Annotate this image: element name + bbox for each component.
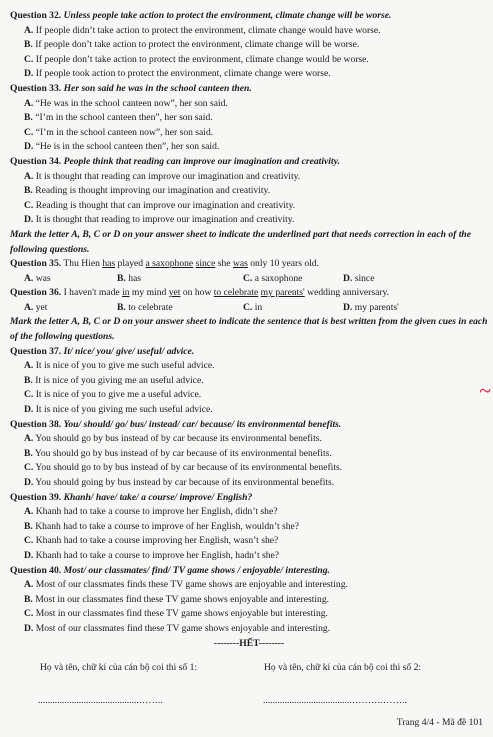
sentence-part: only 10 years old. [247,258,319,270]
question-34-header [10,155,488,170]
option-text: It is nice of you giving me an useful advice. [35,374,204,386]
option-letter: B. [24,374,33,386]
question-38-header [10,418,488,433]
underlined-part: yet [168,287,181,299]
option-c [24,53,488,68]
question-number: Question 40. [10,564,62,576]
option-text: You should go by bus instead of by car because its environmental benefits. [35,433,322,445]
question-number: Question 36. [10,287,62,299]
exam-page [10,9,488,708]
option-d [24,140,488,155]
question-number: Question 34. [10,155,62,167]
option-b [117,301,243,316]
option-letter: B. [24,520,33,532]
option-text: to celebrate [128,301,173,313]
sentence-part: she [215,258,233,270]
option-a [24,432,488,447]
question-number: Question 38. [10,418,62,430]
option-text: It is thought that reading to improve our imagination and creativity. [35,214,295,226]
option-text: If people took action to protect the environment, climate change were worse. [35,68,331,80]
sentence-part: wedding anniversary. [304,287,390,299]
option-a [24,359,488,374]
option-d [343,301,463,316]
option-letter: D. [24,68,34,80]
option-letter: A. [24,506,34,518]
option-c [24,461,488,476]
question-number: Question 35. [10,258,62,270]
proctor-2-label: Họ và tên, chữ kí của cán bộ coi thi số 2: [264,662,422,674]
option-text: It is thought that reading can improve our imagination and creativity. [35,170,301,182]
option-letter: B. [24,447,33,459]
option-letter: B. [117,301,126,313]
option-letter: C. [24,608,34,620]
option-text: If people didn’t take action to protect the environment, climate change would have worse. [35,24,381,36]
question-37-header [10,345,488,360]
option-text: my parents' [354,301,399,313]
option-d [24,549,488,564]
signature-lines [10,694,488,709]
question-number: Question 39. [10,491,62,503]
option-c [24,534,488,549]
option-b [24,111,488,126]
option-text: It is nice of you to give me such useful advice. [35,360,215,372]
option-text: Khanh had to take a course improving her English, wasn’t she? [35,535,279,547]
underlined-part: to celebrate [213,287,259,299]
option-letter: B. [117,272,126,284]
option-b [117,272,243,287]
question-stem: Khanh/ have/ take/ a course/ improve/ English? [63,491,253,503]
question-stem: People think that reading can improve our imagination and creativity. [63,155,340,167]
sentence-part: I haven't made [63,287,123,299]
option-c [243,301,343,316]
option-letter: A. [24,272,34,284]
question-40-header [10,564,488,579]
underlined-part: since [195,258,216,270]
option-text: has [128,272,142,284]
underlined-part: was [232,258,248,270]
option-letter: D. [24,141,34,153]
option-text: It is nice of you giving me such useful advice. [35,404,213,416]
option-letter: B. [24,593,33,605]
option-letter: C. [24,535,34,547]
question-33-header [10,82,488,97]
option-letter: D. [24,404,34,416]
question-39-header [10,491,488,506]
option-text: “He was in the school canteen now”, her son said. [35,97,228,109]
question-35-header [10,257,488,272]
proctor-1-label: Họ và tên, chữ kí của cán bộ coi thi số 1: [40,662,198,674]
option-d [343,272,463,287]
underlined-part: in [122,287,130,299]
question-stem: You/ should/ go/ bus/ instead/ car/ because/ its environmental benefits. [63,418,342,430]
sentence-part: on how [180,287,214,299]
option-text: “He is in the school canteen then”, her son said. [35,141,220,153]
option-letter: C. [24,389,34,401]
option-letter: D. [343,272,353,284]
option-text: “I’m in the school canteen then”, her son said. [35,112,213,124]
option-c [24,126,488,141]
option-text: It is nice of you to give me a useful advice. [35,389,202,401]
option-letter: C. [243,301,253,313]
option-d [24,476,488,491]
underlined-part: has [102,258,116,270]
option-text: Most in our classmates find these TV game shows enjoyable and interesting. [35,593,330,605]
option-text: Most of our classmates find these TV game shows enjoyable and interesting. [35,622,331,634]
option-b [24,374,488,389]
option-a [24,301,117,316]
option-letter: A. [24,433,34,445]
underlined-part: a saxophone [145,258,194,270]
option-letter: D. [24,549,34,561]
option-text: You should go by bus instead of by car because of its environmental benefits. [34,447,332,459]
option-letter: D. [343,301,353,313]
option-letter: C. [24,126,34,138]
question-stem: Unless people take action to protect the environment, climate change will be worse. [63,10,392,21]
option-b [24,184,488,199]
option-letter: A. [24,301,34,313]
question-stem: Most/ our classmates/ find/ TV game shows / enjoyable/ interesting. [63,564,330,576]
question-number: Question 33. [10,82,62,94]
option-text: yet [35,301,48,313]
option-c [24,199,488,214]
option-text: You should go to by bus instead of by car because of its environmental benefits. [35,462,343,474]
option-text: “I’m in the school canteen now”, her son said. [35,126,214,138]
option-text: in [254,301,263,313]
option-letter: A. [24,24,34,36]
answer-options-row [24,272,488,287]
proctor-2-signature-line: .....................................……….…….. [263,694,407,706]
option-text: If people don’t take action to protect the environment, climate change would be worse. [35,53,369,65]
option-letter: D. [24,214,34,226]
sentence-part: my mind [129,287,169,299]
option-text: If people don’t take action to protect the environment, climate change will be worse. [35,39,360,51]
sentence-part: Thu Hien [63,258,103,270]
question-number: Question 37. [10,345,62,357]
option-b [24,593,488,608]
option-text: since [354,272,375,284]
option-d [24,213,488,228]
question-number: Question 32. [10,10,62,21]
option-text: was [35,272,51,284]
option-text: Khanh had to take a course to improve of her English, wouldn’t she? [35,520,300,532]
option-letter: A. [24,97,34,109]
option-letter: B. [24,185,33,197]
question-stem: It/ nice/ you/ give/ useful/ advice. [63,345,195,357]
option-c [24,607,488,622]
option-c [243,272,343,287]
option-text: a saxophone [254,272,303,284]
option-letter: A. [24,360,34,372]
option-letter: C. [24,53,34,65]
option-letter: D. [24,477,34,488]
option-b [24,447,488,462]
proctor-1-signature-line: ..........................................…….. [38,694,163,706]
option-a [24,170,488,185]
option-a [24,578,488,593]
sentence-part: played [115,258,146,270]
signature-labels [10,661,488,676]
option-text: Most of our classmates finds these TV game shows are enjoyable and interesting. [35,579,348,591]
option-letter: C. [243,272,253,284]
answer-options-row [24,301,488,316]
option-text: You should going by bus instead by car because of its environmental benefits. [35,477,335,488]
option-letter: A. [24,579,34,591]
option-text: Khanh had to take a course to improve her English, didn’t she? [35,506,278,518]
option-a [24,97,488,112]
option-a [24,505,488,520]
underlined-part: my parents' [260,287,305,299]
section-instruction: Mark the letter A, B, C or D on your answer sheet to indicate the sentence that is best written from the given cues in each of the following questions. [10,316,488,343]
option-b [24,38,488,53]
option-text: Most in our classmates find these TV game shows enjoyable but interesting. [35,608,328,620]
question-36-header [10,286,488,301]
option-letter: C. [24,462,34,474]
end-marker: --------HẾT-------- [213,637,285,649]
question-32-header [10,9,488,24]
option-letter: A. [24,170,34,182]
option-letter: B. [24,112,33,124]
option-a [24,272,117,287]
option-letter: B. [24,39,33,51]
question-stem: Her son said he was in the school canteen then. [63,82,252,94]
option-a [24,24,488,39]
option-d [24,403,488,418]
option-letter: C. [24,199,34,211]
page-footer: Trang 4/4 - Mã đề 101 [396,717,483,728]
option-b [24,520,488,535]
option-text: Reading is thought that can improve our imagination and creativity. [35,199,296,211]
option-text: Reading is thought improving our imagination and creativity. [35,185,271,197]
option-c [24,388,488,403]
section-instruction: Mark the letter A, B, C or D on your answer sheet to indicate the underlined part that needs correction in each of the following questions. [10,228,471,255]
option-text: Khanh had to take a course to improve her English, hadn’t she? [35,549,280,561]
option-letter: D. [24,622,34,634]
option-d [24,622,488,637]
handwritten-mark: ~ [479,378,491,403]
option-d [24,67,488,82]
